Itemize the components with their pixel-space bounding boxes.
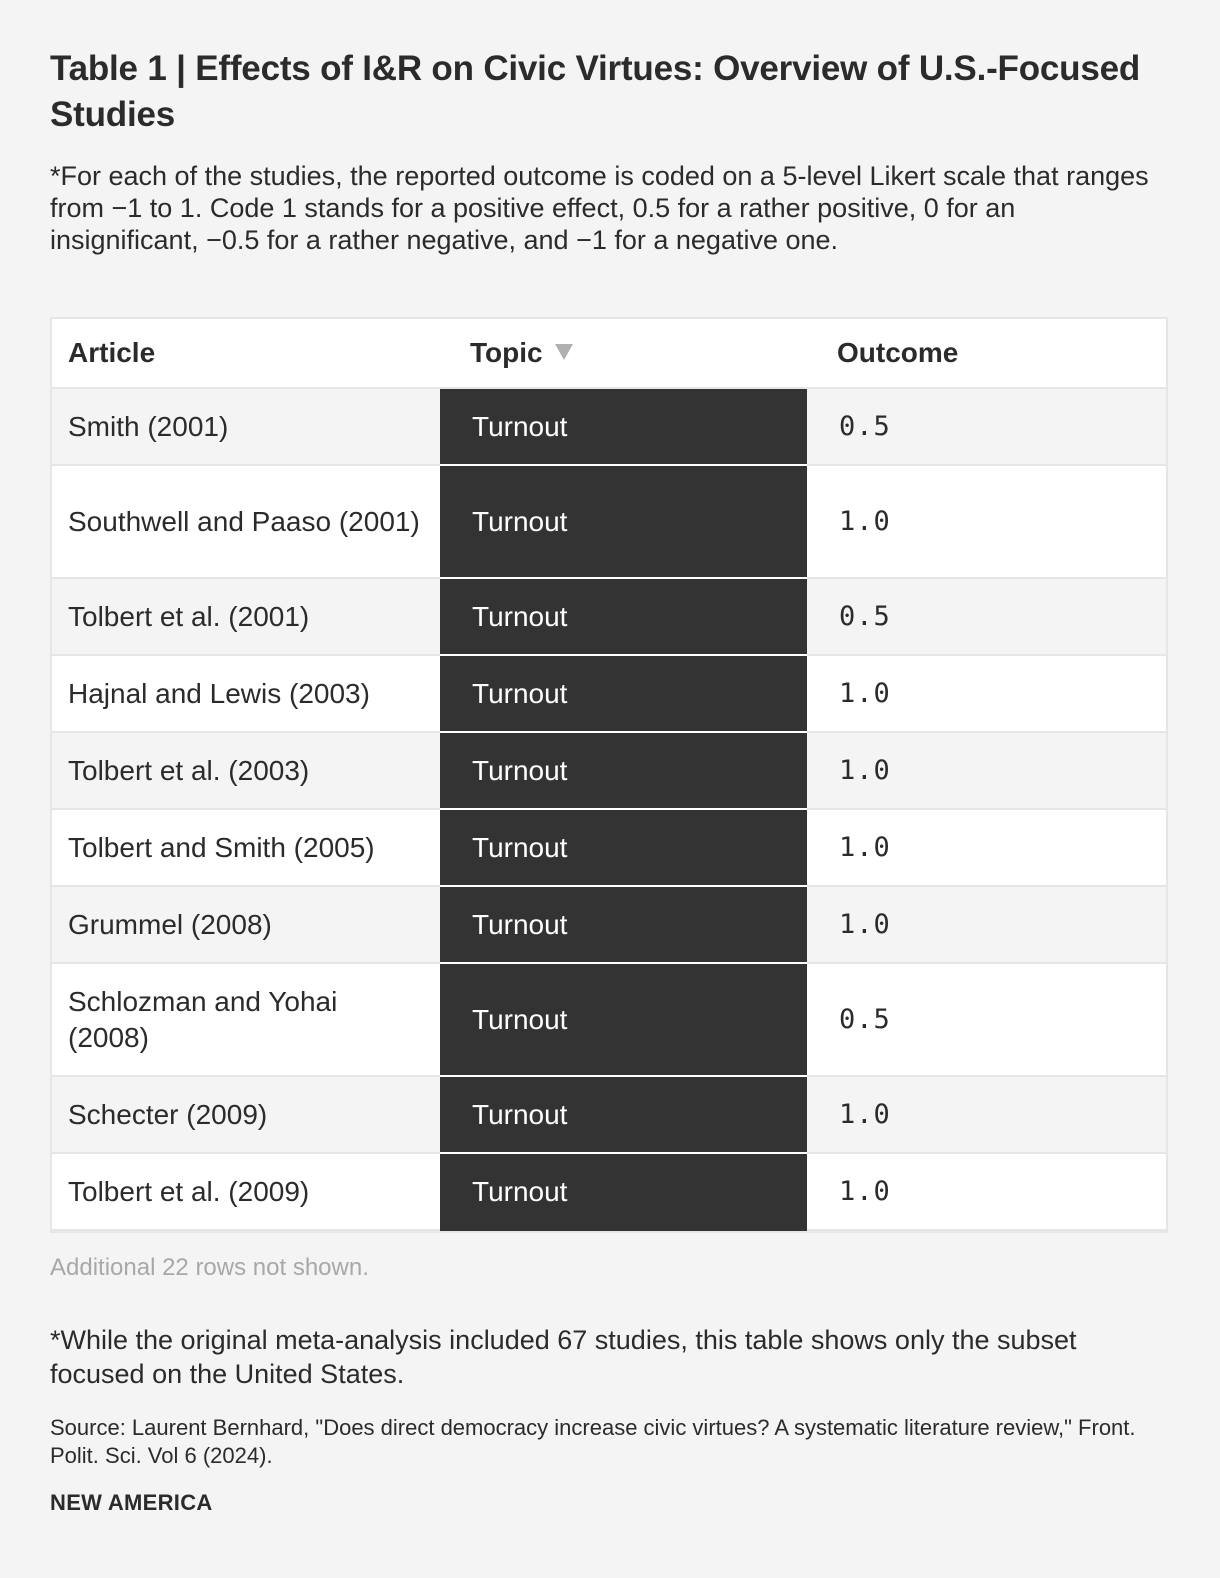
- sort-descending-icon[interactable]: [555, 344, 573, 360]
- cell-article: Tolbert and Smith (2005): [52, 809, 440, 886]
- column-header-outcome-label: Outcome: [837, 337, 959, 368]
- cell-topic: Turnout: [440, 465, 807, 578]
- cell-topic: Turnout: [440, 388, 807, 465]
- table-header-row: [52, 319, 1166, 388]
- cell-outcome: 1.0: [807, 655, 1166, 732]
- cell-topic: Turnout: [440, 1076, 807, 1153]
- brand-logo: NEW AMERICA: [50, 1490, 213, 1515]
- table-row: [52, 809, 1166, 886]
- header: [50, 46, 1168, 256]
- cell-topic: Turnout: [440, 1153, 807, 1230]
- column-header-topic[interactable]: [440, 319, 807, 388]
- cell-article: Tolbert et al. (2009): [52, 1153, 440, 1230]
- column-header-article[interactable]: [52, 319, 440, 388]
- column-header-outcome[interactable]: [807, 319, 1166, 388]
- cell-outcome: 1.0: [807, 886, 1166, 963]
- cell-topic: Turnout: [440, 963, 807, 1076]
- source-citation: Source: Laurent Bernhard, "Does direct democracy increase civic virtues? A systematic literature review," Front. Polit. Sci. Vol 6 (2024).: [50, 1415, 1136, 1468]
- cell-article: Grummel (2008): [52, 886, 440, 963]
- cell-outcome: 1.0: [807, 465, 1166, 578]
- cell-article: Tolbert et al. (2001): [52, 578, 440, 655]
- cell-article: Smith (2001): [52, 388, 440, 465]
- cell-article: Hajnal and Lewis (2003): [52, 655, 440, 732]
- cell-topic: Turnout: [440, 809, 807, 886]
- footnote: *While the original meta-analysis included 67 studies, this table shows only the subset focused on the United States.: [50, 1325, 1077, 1389]
- cell-article: Tolbert et al. (2003): [52, 732, 440, 809]
- data-table: [50, 317, 1168, 1233]
- cell-outcome: 1.0: [807, 809, 1166, 886]
- cell-outcome: 0.5: [807, 963, 1166, 1076]
- cell-topic: Turnout: [440, 886, 807, 963]
- cell-outcome: 1.0: [807, 1153, 1166, 1230]
- cell-topic: Turnout: [440, 732, 807, 809]
- cell-article: Schlozman and Yohai (2008): [52, 963, 440, 1076]
- cell-topic: Turnout: [440, 578, 807, 655]
- table-body: [52, 388, 1166, 1230]
- table-row: [52, 732, 1166, 809]
- cell-outcome: 0.5: [807, 388, 1166, 465]
- cell-article: Southwell and Paaso (2001): [52, 465, 440, 578]
- cell-article: Schecter (2009): [52, 1076, 440, 1153]
- cell-outcome: 1.0: [807, 732, 1166, 809]
- table-row: [52, 388, 1166, 465]
- table-row: [52, 963, 1166, 1076]
- cell-topic: Turnout: [440, 655, 807, 732]
- page-subtitle: *For each of the studies, the reported outcome is coded on a 5-level Likert scale that ranges from −1 to 1. Code 1 stands for a positive effect, 0.5 for a rather positive, 0 for an insignificant, −0.5 for a rather negative, and −1 for a negative one.: [50, 161, 1149, 255]
- cell-outcome: 0.5: [807, 578, 1166, 655]
- table-row: [52, 655, 1166, 732]
- cell-outcome: 1.0: [807, 1076, 1166, 1153]
- column-header-article-label: Article: [68, 337, 156, 368]
- table-row: [52, 1076, 1166, 1153]
- table-row: [52, 886, 1166, 963]
- table-row: [52, 465, 1166, 578]
- page-title: Table 1 | Effects of I&R on Civic Virtues: Overview of U.S.-Focused Studies: [50, 49, 1141, 134]
- column-header-topic-label: Topic: [470, 337, 543, 368]
- table-row: [52, 1153, 1166, 1230]
- table-row: [52, 578, 1166, 655]
- more-rows-note: Additional 22 rows not shown.: [50, 1254, 369, 1281]
